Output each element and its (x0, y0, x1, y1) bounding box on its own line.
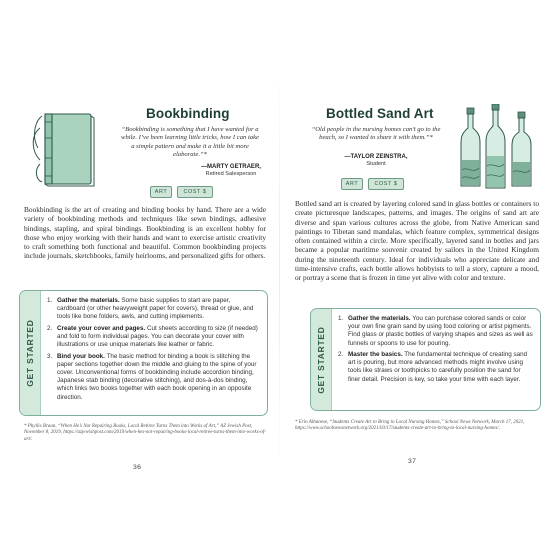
list-item (338, 315, 534, 348)
quote-attribution-role: Student (366, 161, 386, 167)
footnote: * Phyllis Braun, “When He’s Not Repairing Books, Local Retiree Turns Them into Works of Art,” AZ Jewish Post, November 8, 2019, https://azjewishpost.com/2019/when-hes-not-repairing-books-local-retiree-turns-them-into-works-of-art/. (24, 424, 266, 442)
body-paragraph: Bookbinding is the art of creating and binding books by hand. There are a wide variety of bookbinding methods and techniques like sewn bindings, adhesive bindings, stapling, and spiral bindings. Bookbinding is an excellent hobby for those who enjoy working with their hands and want to exercise artistic creativity to craft something both functional and beautiful. Common bookbinding projects include journals, sketchbooks, family heirlooms, and personalized gifts for others. (24, 205, 266, 261)
list-item (47, 353, 259, 402)
step-number: 2. (338, 351, 344, 358)
get-started-label: GET STARTED (316, 325, 326, 394)
step-title: Master the basics. (348, 351, 403, 358)
page-number: 37 (408, 458, 417, 465)
step-text: Some basic supplies to start are paper, cardboard (or other heavyweight paper for covers), thread or glue, and tools like bone folders, awls, and cutting implements. (57, 297, 254, 321)
right-page (281, 0, 560, 560)
body-paragraph: Bottled sand art is created by layering colored sand in glass bottles or containers to create picturesque landscapes, patterns, and images. The origins of sand art are diverse and span various cultures across the globe, from Native American sand paintings to Tibetan sand mandalas, which feature complex, symmetrical designs often contained within a circle. More specifically, layered sand in bottles and jars became a popular maritime souvenir created by sailors in the United Kingdom during the nineteenth century. Ideal for individuals who appreciate delicate and time-intensive crafts, each bottle allows hobbyists to tell a story, capture a mood, or portray a scene that is frozen in time yet alive with color and texture. (295, 199, 539, 283)
step-number: 1. (338, 315, 344, 322)
step-title: Bind your book. (57, 352, 105, 360)
get-started-box (310, 308, 541, 411)
sand-bottles-illustration (459, 104, 541, 192)
tag-art: ART (341, 178, 363, 190)
page-number: 36 (133, 464, 142, 471)
page-heading: Bookbinding (146, 106, 230, 121)
step-number: 3. (47, 352, 53, 360)
step-title: Create your cover and pages. (57, 324, 146, 332)
step-number: 1. (47, 297, 53, 304)
step-text: The fundamental technique of creating sand art is pouring, but more advanced methods might involve using tools like straws or toothpicks to carefully position the sand for finer detail. Precision is key, so take your time with each layer. (348, 351, 528, 383)
quote-attribution-name: —TAYLOR ZEINSTRA, (344, 154, 408, 160)
tag-cost: COST $ (177, 186, 213, 198)
get-started-box (19, 290, 268, 416)
tag-cost: COST $ (368, 178, 404, 190)
pull-quote: “Bookbinding is something that I have wanted for a while. I’ve been learning little tricks, how I can take a simple pattern and make it a little bit more elaborate.”* (121, 126, 259, 159)
steps-list (47, 297, 259, 405)
list-item (47, 297, 259, 322)
pull-quote: “Old people in the nursing homes can’t go to the beach, so I wanted to share it with them.”* (311, 126, 441, 142)
list-item (338, 351, 534, 384)
steps-list (338, 315, 534, 387)
step-text: The basic method for binding a book is stitching the paper sections together down the middle and gluing to the spine of your cover. Unconventional forms of bookbinding include accordion binding, Japanese stab binding (decorative stitching), and dos-à-dos binding, which links two books together with each book opening in an opposite direction. (57, 352, 257, 401)
step-text: Cut sheets according to size (if needed) and fold to form individual pages. You can decorate your cover with illustrations or use unique materials like leather or fabric. (57, 324, 258, 349)
quote-attribution-role: Retired Salesperson (205, 171, 257, 177)
step-text: You can purchase colored sands or color your own fine grain sand by using food coloring or artist pigments. Find glass or plastic bottles of varying shapes and sizes as well as funnels or spoons to use for pouring. (348, 315, 533, 347)
step-title: Gather the materials. (57, 297, 120, 304)
book-illustration (28, 108, 98, 192)
gutter-shadow (279, 60, 280, 480)
tag-art: ART (150, 186, 172, 198)
page-heading: Bottled Sand Art (326, 106, 434, 121)
get-started-label: GET STARTED (25, 319, 35, 387)
footnote: * Erin Albanese, “Students Create Art to Bring to Local Nursing Homes,” School News Network, March 17, 2021, https://www.schoolnewsnetwork.org/2021/03/17/students-create-art-to-bring-to-local-nursing-homes/. (295, 420, 525, 432)
quote-attribution-name: —MARTY GETRAER, (201, 164, 261, 170)
step-number: 2. (47, 324, 53, 332)
step-title: Gather the materials. (348, 315, 411, 322)
get-started-tab (311, 309, 332, 410)
list-item (47, 325, 259, 350)
left-page (0, 0, 279, 560)
get-started-tab (20, 291, 41, 415)
